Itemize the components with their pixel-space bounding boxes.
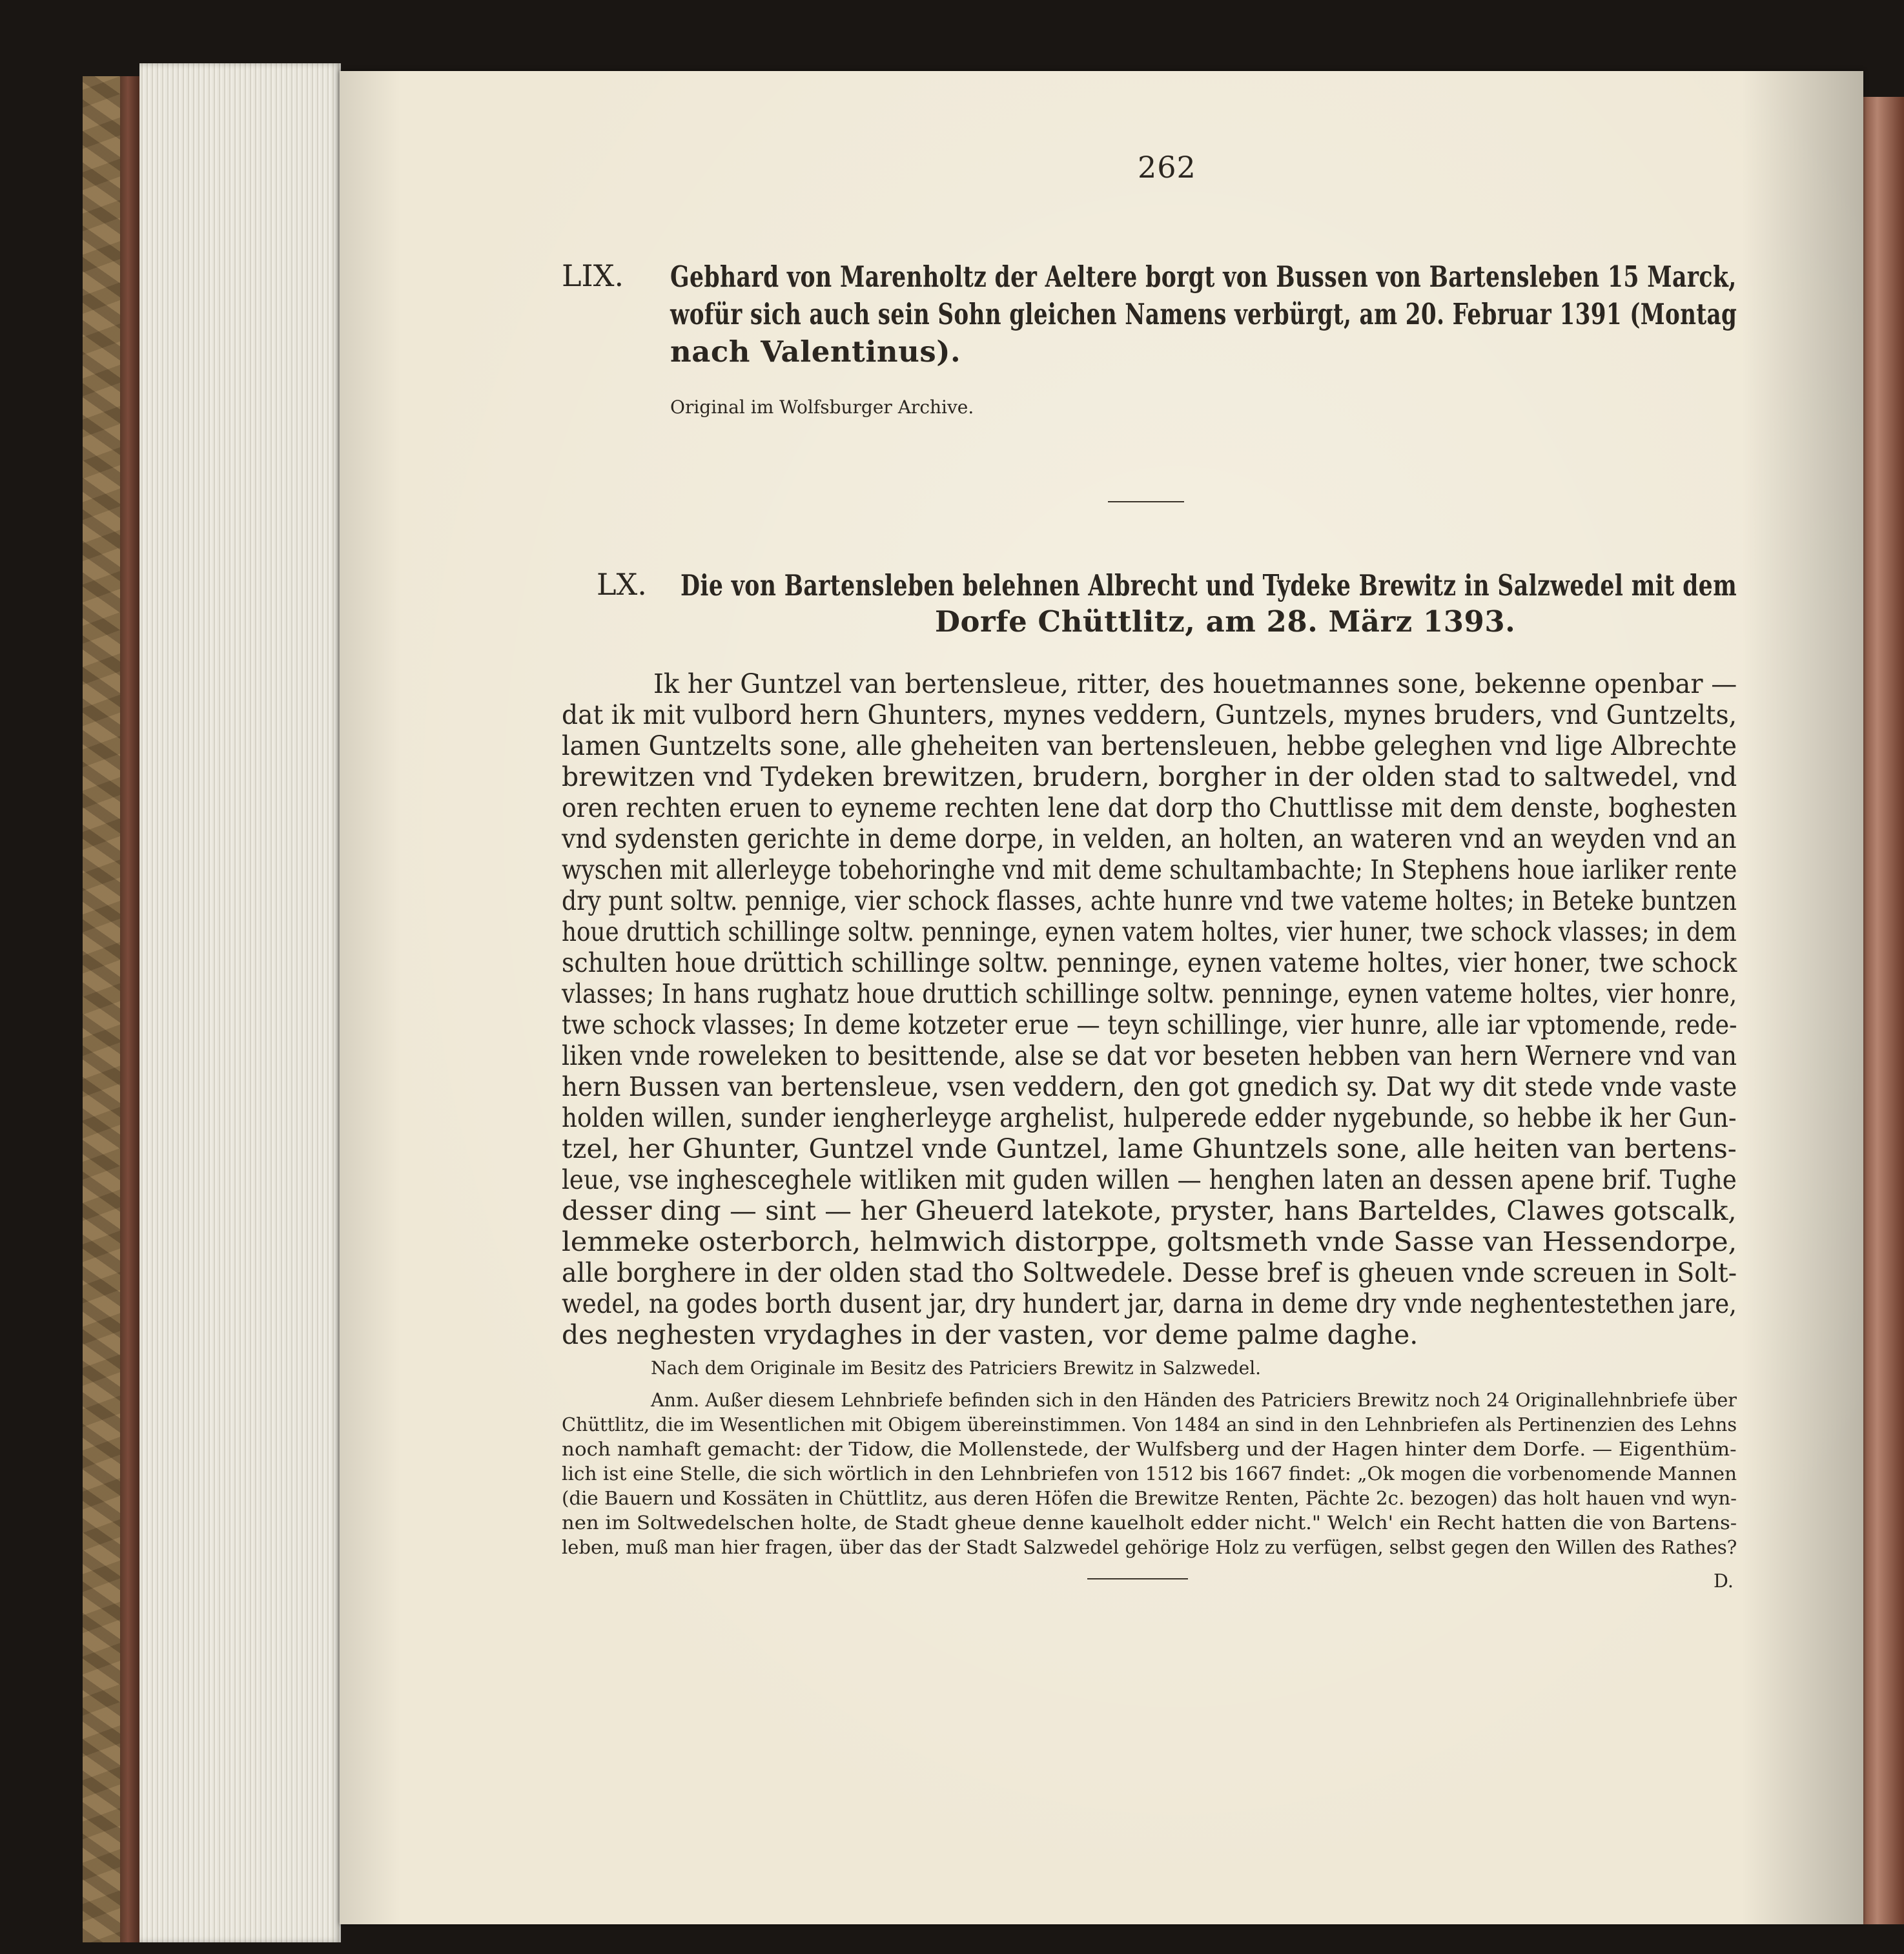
section-divider	[1108, 501, 1184, 502]
body-line: oren rechten eruen to eyneme rechten lene dat dorp tho Chuttlisse mit dem denste, boghesten	[562, 792, 1737, 823]
page-number: 262	[1138, 150, 1196, 185]
annotation-line: noch namhaft gemacht: der Tidow, die Mollenstede, der Wulfsberg und der Hagen hinter dem Dorfe. — Eigenthüm-	[562, 1439, 1737, 1460]
body-line: desser ding — sint — her Gheuerd latekote, pryster, hans Barteldes, Clawes gotscalk,	[562, 1195, 1737, 1226]
section-59-heading-line-2: wofür sich auch sein Sohn gleichen Namens verbürgt, am 20. Februar 1391 (Montag	[670, 297, 1737, 331]
section-59-heading-line-1: Gebhard von Marenholtz der Aeltere borgt von Bussen von Bartensleben 15 Marck,	[670, 260, 1737, 294]
section-60-number: LX.	[597, 567, 647, 602]
body-line: lemmeke osterborch, helmwich distorppe, goltsmeth vnde Sasse van Hessendorpe,	[562, 1226, 1737, 1257]
annotation-line: leben, muß man hier fragen, über das der Stadt Salzwedel gehörige Holz zu verfügen, selbst gegen den Willen des Rathes?	[562, 1537, 1737, 1558]
section-59-heading-line-3: nach Valentinus).	[670, 334, 961, 369]
body-line: dat ik mit vulbord hern Ghunters, mynes veddern, Guntzels, mynes bruders, vnd Guntzelts,	[562, 699, 1737, 730]
annotation-line: nen im Soltwedelschen holte, de Stadt gheue denne kauelholt edder nicht." Welch' ein Recht hatten die von Bartens-	[562, 1512, 1737, 1534]
body-line: twe schock vlasses; In deme kotzeter erue — teyn schillinge, vier hunre, alle iar vptomende, rede-	[562, 1009, 1737, 1040]
section-60-heading-line-2: Dorfe Chüttlitz, am 28. März 1393.	[935, 604, 1516, 639]
annotation-line: Anm. Außer diesem Lehnbriefe befinden sich in den Händen des Patriciers Brewitz noch 24 Originallehnbriefe über	[651, 1390, 1737, 1411]
end-divider	[1087, 1578, 1188, 1579]
binding-edge	[120, 76, 139, 1942]
section-59-source-note: Original im Wolfsburger Archive.	[670, 396, 974, 418]
body-line: leue, vse inghesceghele witliken mit guden willen — henghen laten an dessen apene brif. Tughe	[562, 1164, 1737, 1195]
annotation-line: (die Bauern und Kossäten in Chüttlitz, aus deren Höfen die Brewitze Renten, Pächte 2c. bezogen) das holt hauen vnd wyn-	[562, 1488, 1737, 1509]
signature: D.	[1714, 1570, 1734, 1592]
body-line: wedel, na godes borth dusent jar, dry hundert jar, darna in deme dry vnde neghentestethen jare,	[562, 1288, 1737, 1319]
body-line: brewitzen vnd Tydeken brewitzen, brudern, borgher in der olden stad to saltwedel, vnd	[562, 761, 1737, 792]
body-line: des neghesten vrydaghes in der vasten, vor deme palme daghe.	[562, 1319, 1418, 1350]
body-line: lamen Guntzelts sone, alle gheheiten van bertensleuen, hebbe geleghen vnd lige Albrechte	[562, 730, 1737, 761]
body-line: alle borghere in der olden stad tho Soltwedele. Desse bref is gheuen vnde screuen in Solt-	[562, 1257, 1737, 1288]
body-line: hern Bussen van bertensleue, vsen veddern, den got gnedich sy. Dat wy dit stede vnde vaste	[562, 1071, 1737, 1102]
page-stack-edge	[139, 63, 341, 1942]
body-line: schulten houe drüttich schillinge soltw. penninge, eynen vateme holtes, vier honer, twe schock	[562, 947, 1737, 978]
annotation-line: Chüttlitz, die im Wesentlichen mit Obigem übereinstimmen. Von 1484 an sind in den Lehnbriefen als Pertinenzien des Lehns	[562, 1414, 1737, 1435]
body-line: liken vnde roweleken to besittende, alse se dat vor beseten hebben van hern Wernere vnd van	[562, 1040, 1737, 1071]
section-60-source-note: Nach dem Originale im Besitz des Patriciers Brewitz in Salzwedel.	[651, 1357, 1262, 1379]
body-line: vnd sydensten gerichte in deme dorpe, in velden, an holten, an wateren vnd an weyden vnd an	[562, 823, 1737, 854]
body-line: Ik her Guntzel van bertensleue, ritter, des houetmannes sone, bekenne openbar —	[653, 668, 1737, 699]
facing-cover-edge	[1859, 97, 1904, 1924]
body-line: tzel, her Ghunter, Guntzel vnde Guntzel, lame Ghuntzels sone, alle heiten van bertens-	[562, 1133, 1737, 1164]
body-line: wyschen mit allerleyge tobehoringhe vnd mit deme schultambachte; In Stephens houe iarliker rente	[562, 854, 1737, 885]
section-59-number: LIX.	[562, 258, 624, 293]
body-line: vlasses; In hans rughatz houe druttich schillinge soltw. penninge, eynen vateme holtes, vier honre,	[562, 978, 1737, 1009]
section-60-heading-line-1: Die von Bartensleben belehnen Albrecht und Tydeke Brewitz in Salzwedel mit dem	[681, 568, 1737, 602]
body-line: holden willen, sunder iengherleyge arghelist, hulperede edder nygebunde, so hebbe ik her Gun-	[562, 1102, 1737, 1133]
body-line: houe druttich schillinge soltw. penninge, eynen vatem holtes, vier huner, twe schock vlasses; in dem	[562, 916, 1737, 947]
annotation-line: lich ist eine Stelle, die sich wörtlich in den Lehnbriefen von 1512 bis 1667 findet: „Ok mogen die vorbenomende Mannen	[562, 1463, 1737, 1485]
body-line: dry punt soltw. pennige, vier schock flasses, achte hunre vnd twe vateme holtes; in Beteke buntzen	[562, 885, 1737, 916]
